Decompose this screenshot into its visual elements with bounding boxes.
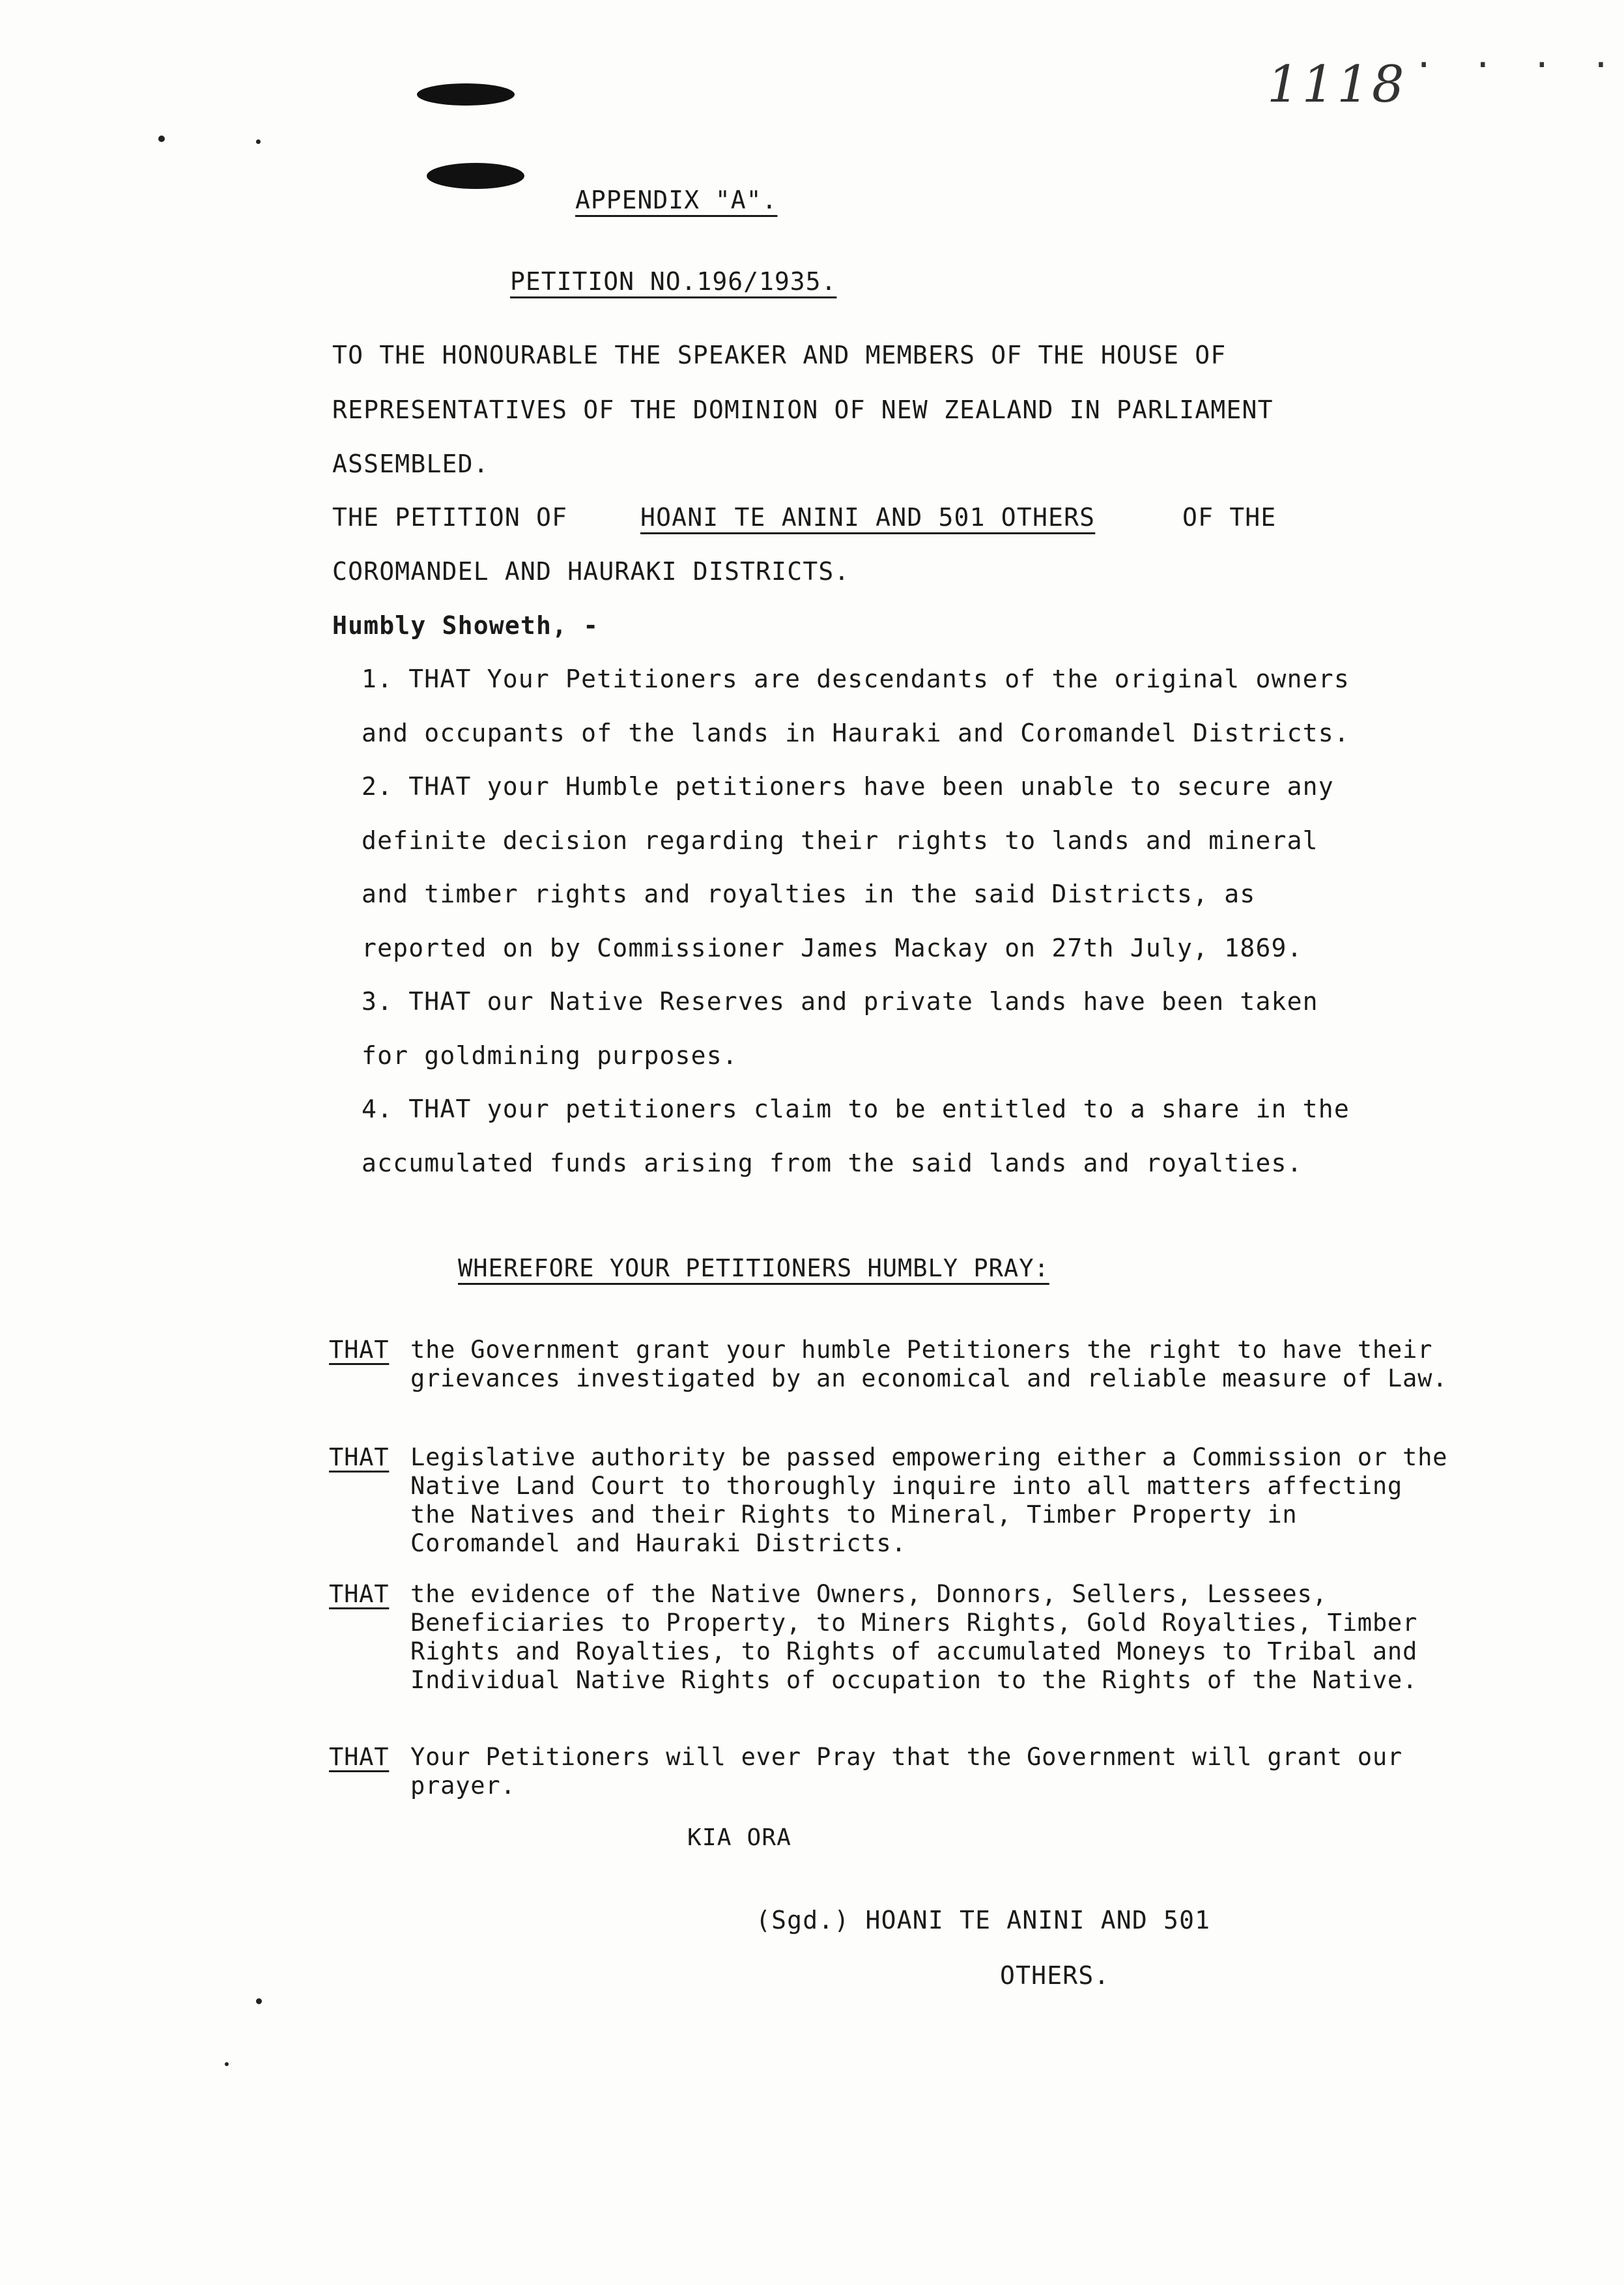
prayer-3 xyxy=(329,1580,1449,1695)
petitioner-names: HOANI TE ANINI AND 501 OTHERS xyxy=(640,503,1096,532)
petition-number-heading: PETITION NO.196/1935. xyxy=(510,267,837,296)
speck-left-3 xyxy=(256,1998,262,2004)
handwritten-page-number: 1118 xyxy=(1267,55,1407,114)
speck-left-2 xyxy=(256,139,261,144)
prayer-4 xyxy=(329,1743,1449,1800)
point-3-line-2: for goldmining purposes. xyxy=(362,1041,738,1070)
speck-left-4 xyxy=(225,2062,229,2066)
ink-blot-second xyxy=(427,163,524,189)
address-line-1: TO THE HONOURABLE THE SPEAKER AND MEMBERS OF THE HOUSE OF xyxy=(332,341,1227,369)
ink-blot-top xyxy=(417,83,515,106)
address-line-4-suffix: OF THE xyxy=(1182,503,1277,532)
signature-line-1: (Sgd.) HOANI TE ANINI AND 501 xyxy=(756,1906,1211,1934)
point-2-line-4: reported on by Commissioner James Mackay on 27th July, 1869. xyxy=(362,934,1303,962)
point-4-line-2: accumulated funds arising from the said lands and royalties. xyxy=(362,1149,1303,1177)
appendix-heading: APPENDIX "A". xyxy=(575,186,778,214)
speck-left-1 xyxy=(158,136,165,142)
point-2-line-1: 2. THAT your Humble petitioners have been unable to secure any xyxy=(362,772,1334,801)
prayer-1-lead: THAT xyxy=(329,1336,390,1364)
kia-ora: KIA ORA xyxy=(687,1824,792,1851)
prayer-2 xyxy=(329,1443,1449,1558)
point-1-line-1: 1. THAT Your Petitioners are descendants of the original owners xyxy=(362,665,1350,693)
address-line-2: REPRESENTATIVES OF THE DOMINION OF NEW ZEALAND IN PARLIAMENT xyxy=(332,395,1274,424)
corner-dots: · · · · xyxy=(1414,46,1621,85)
signature-line-2: OTHERS. xyxy=(1000,1961,1110,1990)
prayer-3-text: the evidence of the Native Owners, Donnors, Sellers, Lessees, Beneficiaries to Property, to Miners Rights, Gold Royalties, Timber Rights and Royalties, to Rights of accumulated Moneys to Tribal and Individual Native Rights of occupation to the Rights of the Native. xyxy=(410,1580,1418,1694)
prayer-2-text: Legislative authority be passed empowering either a Commission or the Native Land Court to thoroughly inquire into all matters affecting the Natives and their Rights to Mineral, Timber Property in Coromandel and Hauraki Districts. xyxy=(410,1443,1448,1557)
prayer-2-lead: THAT xyxy=(329,1443,390,1471)
prayer-4-lead: THAT xyxy=(329,1743,390,1771)
point-4-line-1: 4. THAT your petitioners claim to be entitled to a share in the xyxy=(362,1095,1350,1123)
address-line-4-prefix: THE PETITION OF xyxy=(332,503,568,532)
point-2-line-2: definite decision regarding their rights to lands and mineral xyxy=(362,826,1318,855)
address-line-3: ASSEMBLED. xyxy=(332,450,489,478)
humbly-showeth: Humbly Showeth, - xyxy=(332,611,599,640)
prayer-1-text: the Government grant your humble Petitioners the right to have their grievances investigated by an economical and reliable measure of Law. xyxy=(410,1336,1448,1392)
wherefore-heading: WHEREFORE YOUR PETITIONERS HUMBLY PRAY: xyxy=(458,1254,1049,1282)
address-line-5: COROMANDEL AND HAURAKI DISTRICTS. xyxy=(332,557,850,586)
point-3-line-1: 3. THAT our Native Reserves and private lands have been taken xyxy=(362,987,1318,1016)
prayer-3-lead: THAT xyxy=(329,1580,390,1608)
point-1-line-2: and occupants of the lands in Hauraki and Coromandel Districts. xyxy=(362,719,1350,747)
prayer-1 xyxy=(329,1336,1449,1393)
prayer-4-text: Your Petitioners will ever Pray that the Government will grant our prayer. xyxy=(410,1743,1403,1800)
point-2-line-3: and timber rights and royalties in the said Districts, as xyxy=(362,880,1256,908)
